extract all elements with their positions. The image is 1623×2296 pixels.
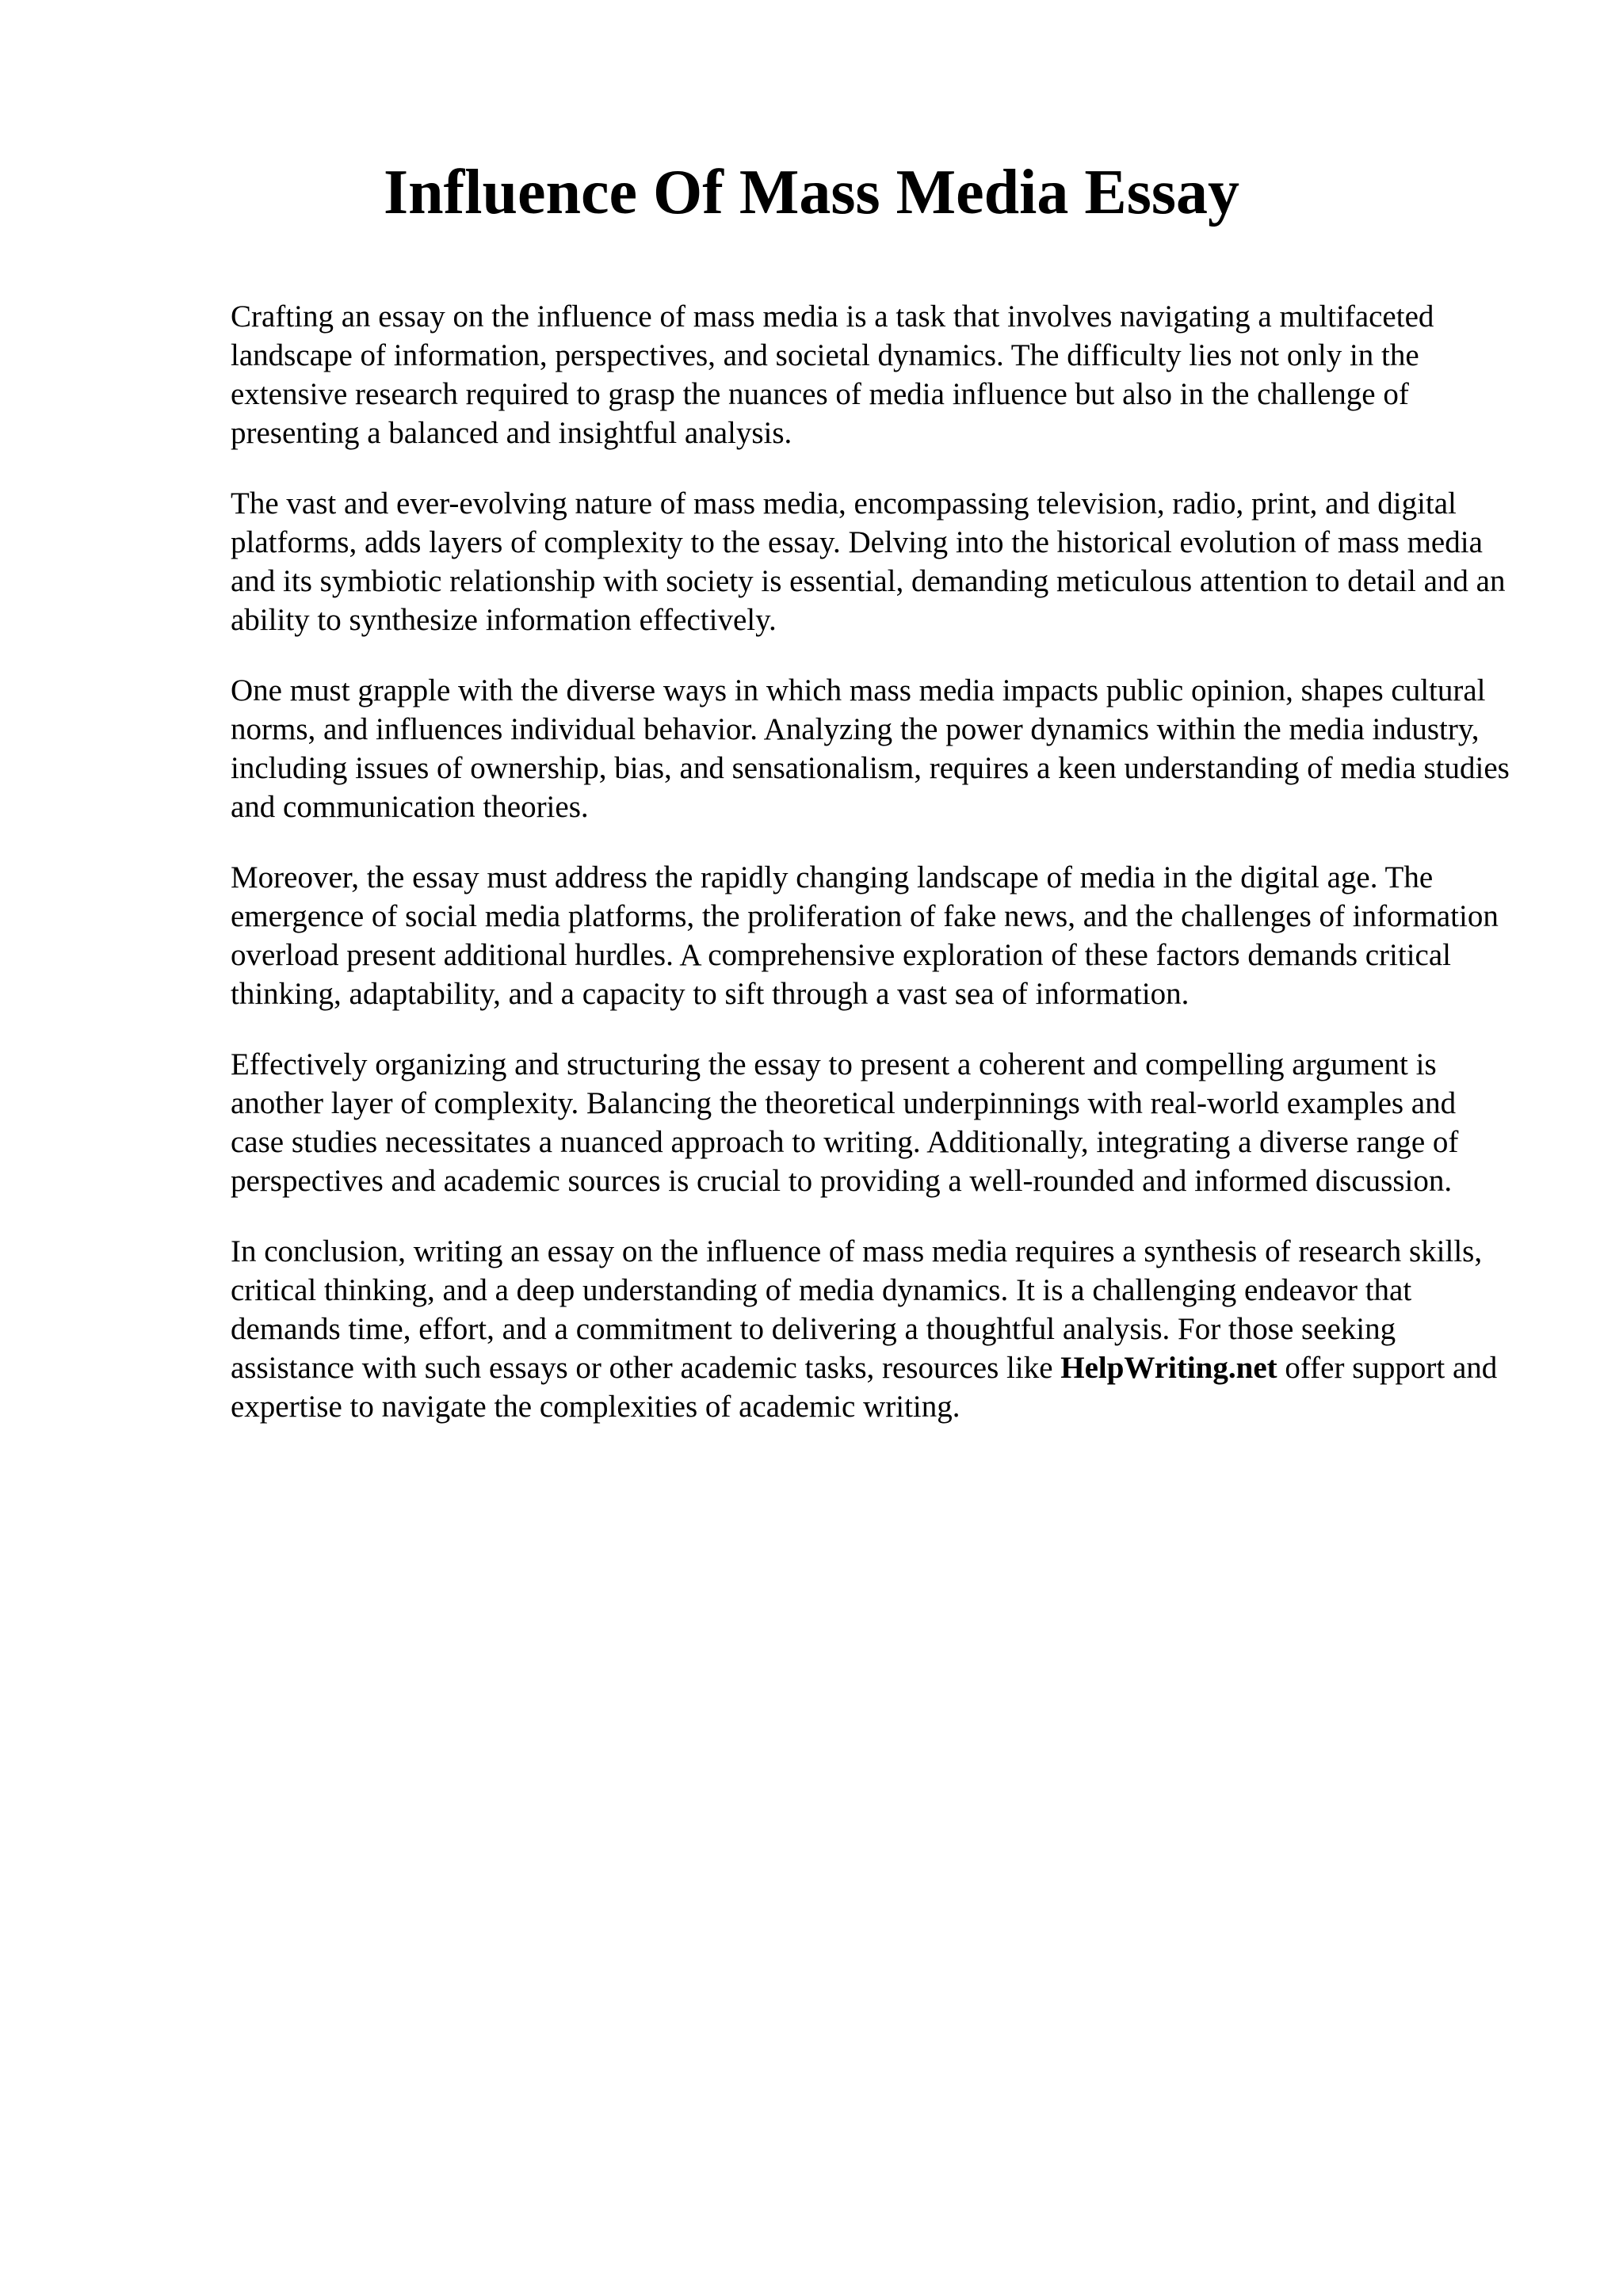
paragraph-conclusion — [231, 1232, 1514, 1426]
paragraph-3: One must grapple with the diverse ways in which mass media impacts public opinion, shapes cultural norms, and influences individual behavior. Analyzing the power dynamics within the media industry, including issues of ownership, bias, and sensationalism, requires a keen understanding of media studies and communication theories. — [231, 673, 1510, 824]
paragraph-1: Crafting an essay on the influence of mass media is a task that involves navigating a multifaceted landscape of information, perspectives, and societal dynamics. The difficulty lies not only in the extensive research required to grasp the nuances of media influence but also in the challenge of presenting a balanced and insightful analysis. — [231, 299, 1434, 450]
conclusion-tail: offer support and expertise to navigate the complexities of academic writing. — [231, 1351, 1498, 1424]
paragraph-4: Moreover, the essay must address the rapidly changing landscape of media in the digital age. The emergence of social media platforms, the proliferation of fake news, and the challenges of information overload present additional hurdles. A comprehensive exploration of these factors demands critical thinking, adaptability, and a capacity to sift through a vast sea of information. — [231, 860, 1499, 1011]
conclusion-text: In conclusion, writing an essay on the influence of mass media requires a synthesis of research skills, critical thinking, and a deep understanding of media dynamics. It is a challenging endeavor that demands time, effort, and a commitment to delivering a thoughtful analysis. For those seeking assistance with such essays or other academic tasks, resources like — [231, 1234, 1483, 1385]
page-title: Influence Of Mass Media Essay — [384, 158, 1239, 227]
paragraph-2: The vast and ever-evolving nature of mass media, encompassing television, radio, print, and digital platforms, adds layers of complexity to the essay. Delving into the historical evolution of mass media and its symbiotic relationship with society is essential, demanding meticulous attention to detail and an ability to synthesize information effectively. — [231, 486, 1506, 637]
essay-body — [231, 297, 1514, 1458]
paragraph-5: Effectively organizing and structuring the essay to present a coherent and compelling argument is another layer of complexity. Balancing the theoretical underpinnings with real-world examples and case studies necessitates a nuanced approach to writing. Additionally, integrating a diverse range of perspectives and academic sources is crucial to providing a well-rounded and informed discussion. — [231, 1047, 1459, 1198]
brand-name: HelpWriting.net — [1060, 1351, 1277, 1385]
